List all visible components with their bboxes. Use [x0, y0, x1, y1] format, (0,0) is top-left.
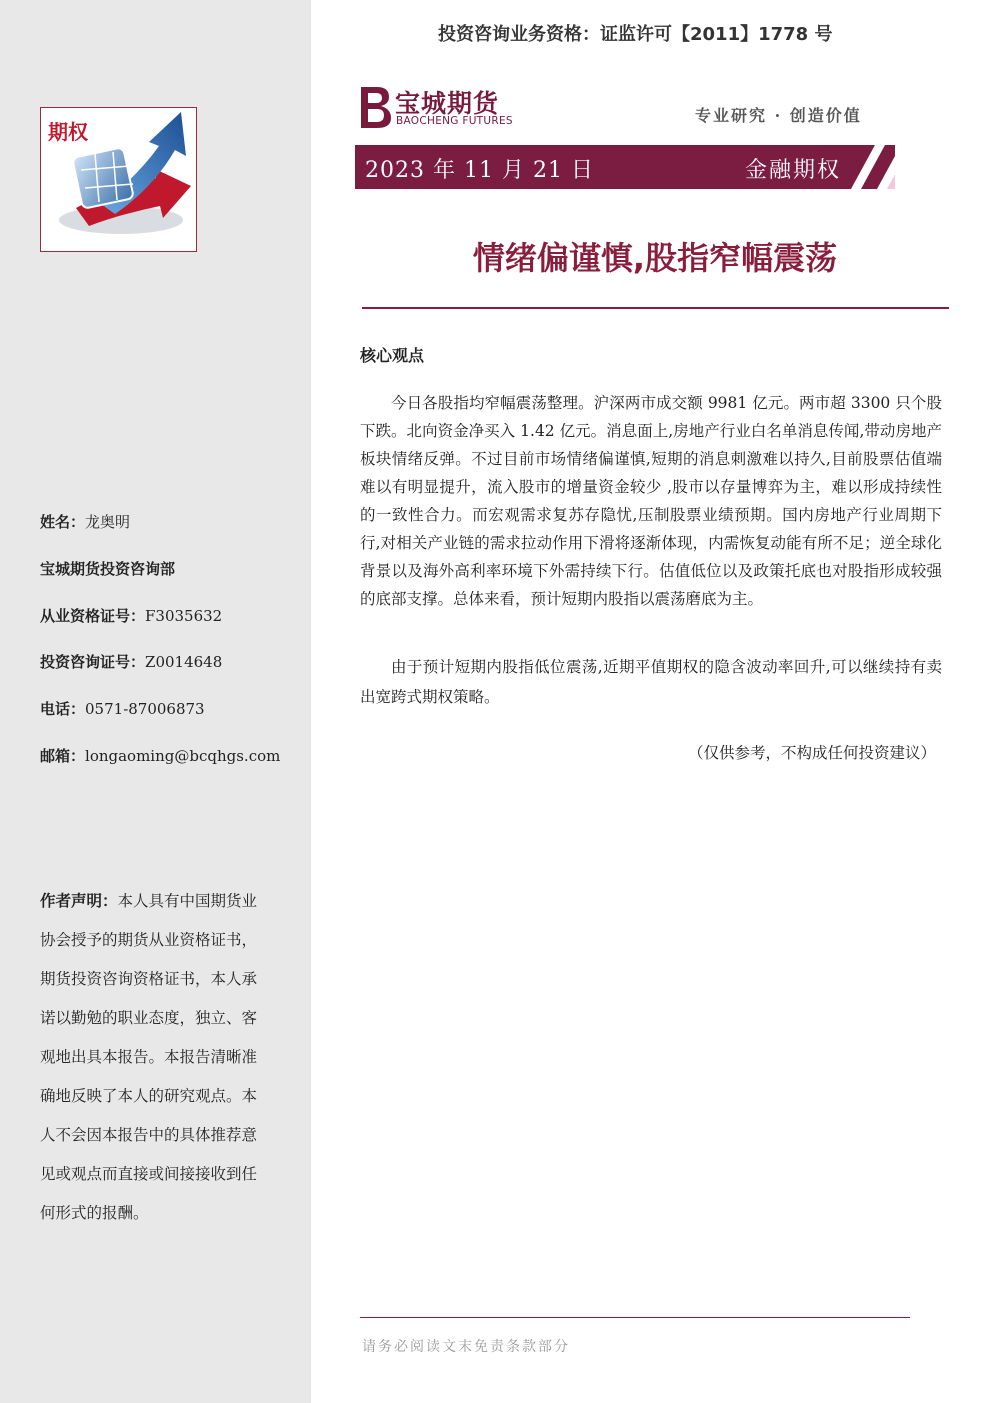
- email-value[interactable]: longaoming@bcqhgs.com: [85, 747, 281, 765]
- logo-tag: 期权: [48, 120, 88, 144]
- cert-value: F3035632: [145, 607, 223, 625]
- title-divider: [362, 307, 949, 309]
- email-label: 邮箱：: [40, 747, 86, 765]
- advisor-cert-row: [40, 651, 222, 672]
- license-text: 投资咨询业务资格：证监许可【2011】1778 号: [438, 24, 833, 45]
- phone-label: 电话：: [40, 700, 86, 718]
- footer-note: 请务必阅读文末免责条款部分: [362, 1339, 570, 1355]
- cert-row: [40, 605, 222, 626]
- email-row: [40, 745, 280, 766]
- cert-label: 从业资格证号：: [40, 607, 146, 625]
- report-date: 2023 年 11 月 21 日: [365, 158, 594, 183]
- statement-text: 本人具有中国期货业协会授予的期货从业资格证书，期货投资咨询资格证书，本人承诺以勤勉的职业态度，独立、客观地出具本报告。本报告清晰准确地反映了本人的研究观点。本人不会因本报告中的具体推荐意见或观点而直接或间接接收到任何形式的报酬。: [40, 892, 258, 1222]
- core-view-paragraph-2: 由于预计短期内股指低位震荡,近期平值期权的隐含波动率回升,可以继续持有卖出宽跨式期权策略。: [360, 658, 942, 706]
- core-view-heading: 核心观点: [360, 346, 425, 365]
- phone-row: [40, 698, 205, 719]
- disclaimer-note: （仅供参考，不构成任何投资建议）: [687, 744, 936, 762]
- sidebar: [0, 0, 311, 1403]
- core-view-paragraph-1: 今日各股指均窄幅震荡整理。沪深两市成交额 9981 亿元。两市超 3300 只个股下跌。北向资金净买入 1.42 亿元。消息面上,房地产行业白名单消息传闻,带动房地产板块情绪反弹。不过目前市场情绪偏谨慎,短期的消息刺激难以持久,目前股票估值端难以有明显提升，流入股市的增量资金较少 ,股市以存量博弈为主，难以形成持续性的一致性合力。而宏观需求复苏存隐忧,压制股票业绩预期。国内房地产行业周期下行,对相关产业链的需求拉动作用下滑将逐渐体现，内需恢复动能有所不足；逆全球化背景以及海外高利率环境下外需持续下行。估值低位以及政策托底也对股指形成较强的底部支撑。总体来看，预计短期内股指以震荡磨底为主。: [360, 394, 942, 608]
- brand-name-cn: 宝城期货: [395, 89, 500, 118]
- name-value: 龙奥明: [85, 513, 131, 531]
- name-label: 姓名：: [40, 513, 86, 531]
- brand-name-en: BAOCHENG FUTURES: [396, 115, 513, 127]
- advisor-value: Z0014648: [145, 653, 223, 671]
- options-logo-image: [40, 107, 197, 252]
- phone-value: 0571-87006873: [85, 700, 205, 718]
- department-name: 宝城期货投资咨询部: [40, 560, 176, 578]
- report-sector: 金融期权: [745, 158, 842, 183]
- department-row: [40, 558, 175, 579]
- footer-divider: [360, 1317, 910, 1318]
- slogan: 专业研究 · 创造价值: [695, 106, 862, 125]
- author-name-row: [40, 511, 130, 532]
- baocheng-b-logo-icon: [355, 84, 393, 130]
- author-statement: [40, 882, 272, 1233]
- brand-logo: [355, 84, 525, 132]
- advisor-label: 投资咨询证号：: [40, 653, 146, 671]
- report-title: 情绪偏谨慎,股指窄幅震荡: [472, 239, 838, 277]
- statement-label: 作者声明：: [40, 892, 118, 910]
